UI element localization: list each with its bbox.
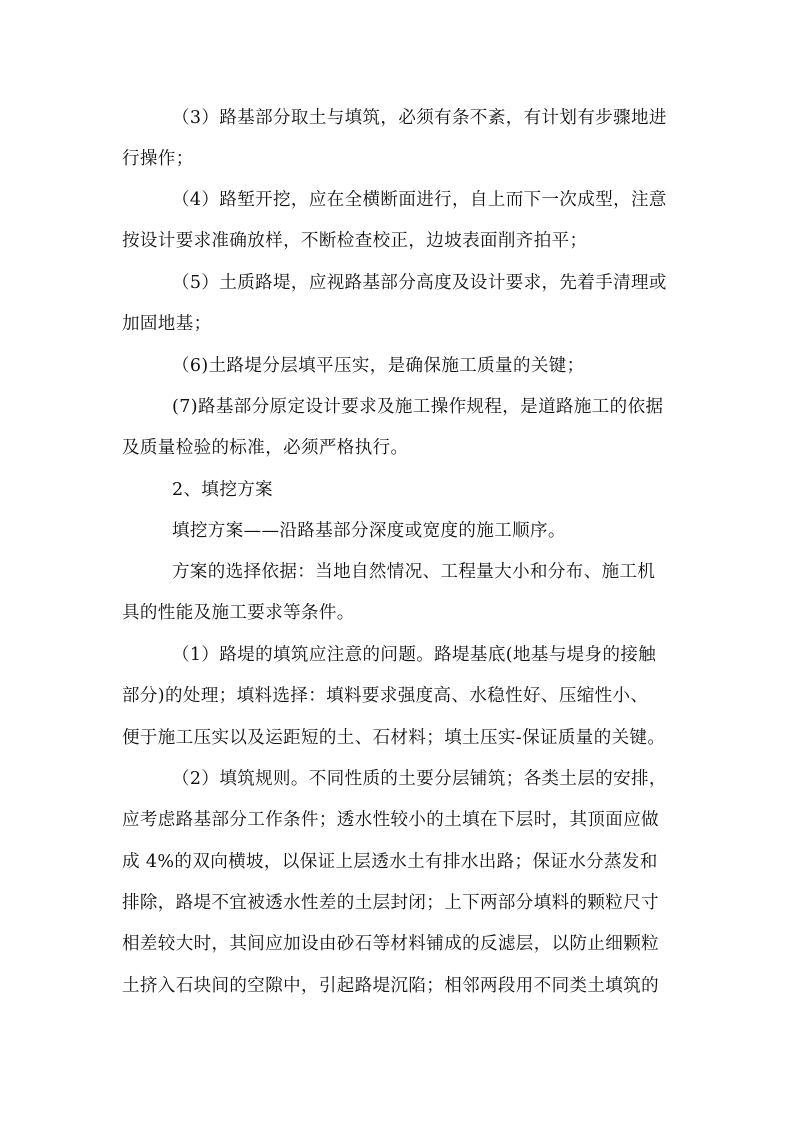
text-line: 方案的选择依据：当地自然情况、工程量大小和分布、施工机 (172, 562, 656, 582)
text-line: （4）路堑开挖，应在全横断面进行，自上而下一次成型，注意 (172, 190, 667, 210)
text-line: 成 4%的双向横坡，以保证上层透水土有排水出路；保证水分蒸发和 (122, 852, 658, 872)
text-line: 应考虑路基部分工作条件；透水性较小的土填在下层时，其顶面应做 (122, 810, 659, 830)
text-line: 相差较大时，其间应加设由砂石等材料铺成的反滤层，以防止细颗粒 (122, 934, 659, 954)
text-line: 排除，路堤不宜被透水性差的土层封闭；上下两部分填料的颗粒尺寸 (122, 893, 659, 913)
text-line: （1）路堤的填筑应注意的问题。路堤基底(地基与堤身的接触 (172, 645, 657, 665)
text-line: （3）路基部分取土与填筑，必须有条不紊，有计划有步骤地进 (172, 108, 667, 128)
text-line: 填挖方案——沿路基部分深度或宽度的施工顺序。 (172, 521, 566, 541)
text-line: 按设计要求准确放样，不断检查校正，边坡表面削齐拍平； (122, 231, 588, 251)
text-line: 部分)的处理；填料选择：填料要求强度高、水稳性好、压缩性小、 (122, 686, 649, 706)
text-line: 便于施工压实以及运距短的土、石材料；填土压实-保证质量的关键。 (122, 728, 666, 748)
text-line: 具的性能及施工要求等条件。 (122, 603, 355, 623)
text-line: 行操作； (122, 149, 194, 169)
text-line: (7)路基部分原定设计要求及施工操作规程，是道路施工的依据 (172, 397, 664, 417)
text-line: 及质量检验的标准，必须严格执行。 (122, 438, 409, 458)
text-line: （2）填筑规则。不同性质的土要分层铺筑；各类土层的安排， (172, 769, 667, 789)
text-line: （5）土质路堤，应视路基部分高度及设计要求，先着手清理或 (172, 273, 667, 293)
text-line: 加固地基； (122, 314, 212, 334)
text-line: （6)土路堤分层填平压实，是确保施工质量的关键； (172, 356, 585, 376)
section-heading: 2、填挖方案 (172, 480, 274, 500)
text-line: 土挤入石块间的空隙中，引起路堤沉陷；相邻两段用不同类土填筑的 (122, 976, 659, 996)
